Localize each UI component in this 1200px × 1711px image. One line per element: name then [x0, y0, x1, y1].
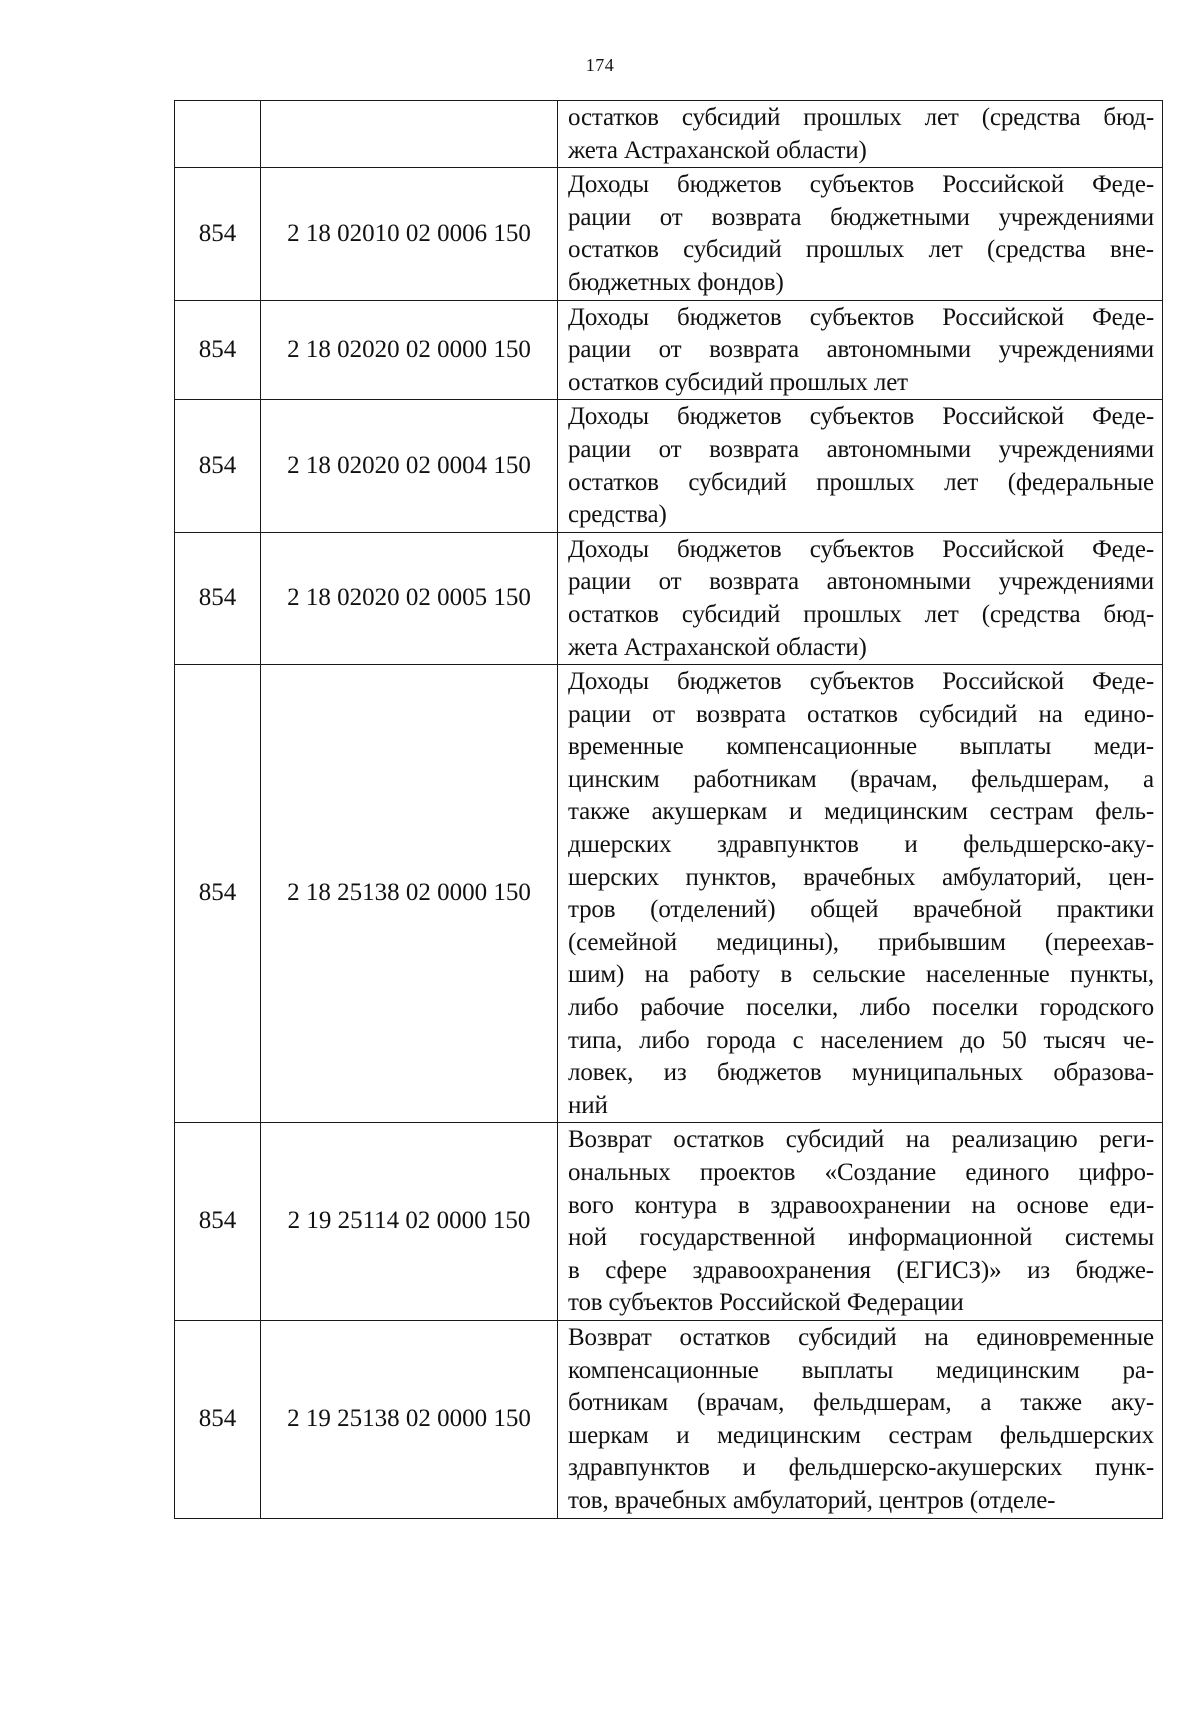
- budget-classification-code-cell: 2 18 02010 02 0006 150: [261, 168, 558, 300]
- budget-classification-code-cell: 2 18 02020 02 0000 150: [261, 300, 558, 400]
- description-line: шим) на работу в сельские населенные пункты,: [568, 961, 1154, 989]
- income-description-cell: [558, 300, 1163, 400]
- description-line: Доходы бюджетов субъектов Российской Феде-: [568, 171, 1154, 199]
- administrator-code-cell: 854: [175, 665, 261, 1123]
- budget-classification-code-cell: 2 18 02020 02 0005 150: [261, 532, 558, 664]
- description-line: рации от возврата автономными учреждениями: [568, 435, 1154, 463]
- income-description-cell: [558, 1123, 1163, 1321]
- description-line: Доходы бюджетов субъектов Российской Феде-: [568, 668, 1154, 696]
- description-line: ботникам (врачам, фельдшерам, а также аку-: [568, 1389, 1154, 1417]
- description-line: Доходы бюджетов субъектов Российской Феде-: [568, 535, 1154, 563]
- page-number: 174: [585, 55, 615, 75]
- description-line: Доходы бюджетов субъектов Российской Феде-: [568, 303, 1154, 331]
- description-line: остатков субсидий прошлых лет (федеральные: [568, 468, 1154, 496]
- description-line: ловек, из бюджетов муниципальных образова-: [568, 1059, 1154, 1087]
- description-line: в сфере здравоохранения (ЕГИСЗ)» из бюдже-: [568, 1256, 1154, 1284]
- administrator-code-cell: 854: [175, 168, 261, 300]
- description-line: тров (отделений) общей врачебной практики: [568, 896, 1154, 924]
- administrator-code-cell: 854: [175, 532, 261, 664]
- table-row: [175, 1123, 1163, 1321]
- budget-classification-code-cell: 2 19 25114 02 0000 150: [261, 1123, 558, 1321]
- income-description-cell: [558, 168, 1163, 300]
- description-line: Возврат остатков субсидий на единовременные: [568, 1323, 1154, 1351]
- description-line: остатков субсидий прошлых лет (средства бюд-: [568, 104, 1154, 131]
- description-line: либо рабочие поселки, либо поселки городского: [568, 994, 1154, 1022]
- description-line: жета Астраханской области): [568, 136, 867, 164]
- description-line: Доходы бюджетов субъектов Российской Феде-: [568, 403, 1154, 431]
- description-line: вого контура в здравоохранении на основе еди-: [568, 1191, 1154, 1219]
- table-row: [175, 168, 1163, 300]
- table-row: [175, 665, 1163, 1123]
- description-line: рации от возврата остатков субсидий на едино-: [568, 700, 1154, 728]
- description-line: жета Астраханской области): [568, 633, 867, 661]
- description-line: ональных проектов «Создание единого цифро-: [568, 1159, 1154, 1186]
- description-line: ной государственной информационной системы: [568, 1224, 1154, 1252]
- description-line: дшерских здравпунктов и фельдшерско-аку-: [568, 831, 1154, 859]
- administrator-code-cell: 854: [175, 1123, 261, 1321]
- description-line: рации от возврата автономными учреждениями: [568, 568, 1154, 596]
- description-line: рации от возврата автономными учреждениями: [568, 336, 1154, 364]
- income-description-cell: [558, 665, 1163, 1123]
- table-row: [175, 101, 1163, 168]
- administrator-code-cell: 854: [175, 400, 261, 532]
- description-line: здравпунктов и фельдшерско-акушерских пунк-: [568, 1454, 1154, 1482]
- description-line: остатков субсидий прошлых лет (средства бюд-: [568, 600, 1154, 628]
- administrator-code-cell: 854: [175, 300, 261, 400]
- description-line: ний: [568, 1091, 608, 1119]
- description-line: тов субъектов Российской Федерации: [568, 1289, 964, 1317]
- description-line: компенсационные выплаты медицинским ра-: [568, 1356, 1154, 1384]
- description-line: тов, врачебных амбулаторий, центров (отделе-: [568, 1486, 1056, 1514]
- administrator-code-cell: [175, 101, 261, 168]
- description-line: временные компенсационные выплаты меди-: [568, 733, 1154, 761]
- description-line: средства): [568, 501, 667, 529]
- table-body: [175, 101, 1163, 1519]
- description-line: шерских пунктов, врачебных амбулаторий, цен-: [568, 863, 1154, 891]
- description-line: Возврат остатков субсидий на реализацию реги-: [568, 1126, 1154, 1154]
- description-line: остатков субсидий прошлых лет: [568, 368, 908, 396]
- description-line: (семейной медицины), прибывшим (переехав-: [568, 928, 1154, 956]
- table-row: [175, 532, 1163, 664]
- budget-classification-code-cell: 2 18 25138 02 0000 150: [261, 665, 558, 1123]
- income-description-cell: [558, 532, 1163, 664]
- table-row: [175, 400, 1163, 532]
- income-description-cell: [558, 101, 1163, 168]
- description-line: также акушеркам и медицинским сестрам фель-: [568, 798, 1154, 826]
- income-description-cell: [558, 400, 1163, 532]
- description-line: рации от возврата бюджетными учреждениями: [568, 203, 1154, 231]
- description-line: типа, либо города с населением до 50 тысяч че-: [568, 1026, 1154, 1054]
- description-line: цинским работникам (врачам, фельдшерам, а: [568, 765, 1154, 793]
- budget-classification-table: [174, 100, 1163, 1519]
- income-description-cell: [558, 1320, 1163, 1518]
- description-line: бюджетных фондов): [568, 268, 784, 296]
- budget-classification-code-cell: 2 18 02020 02 0004 150: [261, 400, 558, 532]
- table-row: [175, 1320, 1163, 1518]
- description-line: остатков субсидий прошлых лет (средства вне-: [568, 236, 1154, 264]
- budget-classification-code-cell: [261, 101, 558, 168]
- description-line: шеркам и медицинским сестрам фельдшерских: [568, 1421, 1154, 1449]
- administrator-code-cell: 854: [175, 1320, 261, 1518]
- table-row: [175, 300, 1163, 400]
- budget-classification-code-cell: 2 19 25138 02 0000 150: [261, 1320, 558, 1518]
